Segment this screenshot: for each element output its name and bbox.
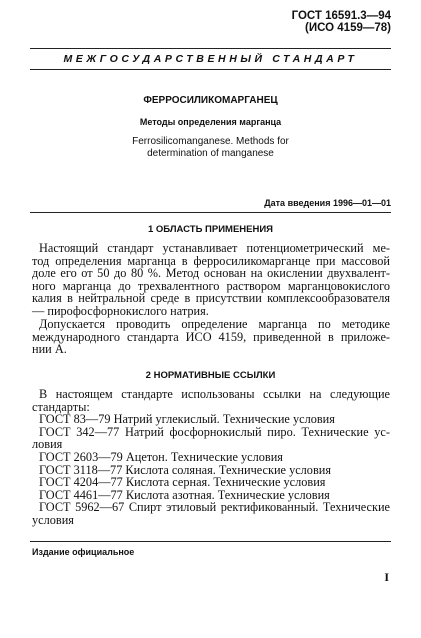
reference-item: ГОСТ 5962—67 Спирт этиловый ректификованный. Технические xyxy=(39,500,390,515)
date-rule xyxy=(30,212,391,213)
text-line: международного стандарта ИСО 4159, приведенной в приложе- xyxy=(32,329,390,344)
section-2-references xyxy=(32,388,390,527)
document-subtitle: Методы определения марганца xyxy=(139,117,282,127)
reference-item: ГОСТ 83—79 Натрий углекислый. Технические условия xyxy=(39,412,335,427)
reference-item: ГОСТ 2603—79 Ацетон. Технические условия xyxy=(39,449,283,464)
edition-label: Издание официальное xyxy=(32,547,135,557)
introduction-date: Дата введения 1996—01—01 xyxy=(264,198,391,208)
reference-item: ГОСТ 3118—77 Кислота соляная. Технические условия xyxy=(39,462,332,477)
text-line: условия xyxy=(32,512,74,527)
text-line: доле его от 50 до 80 %. Метод основан на окислении двухвалент- xyxy=(32,266,390,281)
text-line: стандарты: xyxy=(32,399,90,414)
english-title-line: determination of manganese xyxy=(147,148,274,159)
text-line: В настоящем стандарте использованы ссылки на следующие xyxy=(39,387,390,401)
text-line: калия в нейтральной среде в присутствии комплексообразователя xyxy=(32,291,390,306)
header-rule-top xyxy=(30,48,391,49)
section-1-paragraph-2 xyxy=(32,318,390,356)
reference-item: ГОСТ 4204—77 Кислота серная. Технические условия xyxy=(39,475,326,490)
text-line: Настоящий стандарт устанавливает потенциометрический ме- xyxy=(39,241,390,255)
english-title-line: Ferrosilicomanganese. Methods for xyxy=(132,136,289,147)
text-line: — пирофосфорнокислого натрия. xyxy=(32,303,209,318)
footer-rule xyxy=(30,541,391,542)
text-line: тод определения марганца в ферросиликомарганце при массовой xyxy=(32,253,390,268)
standard-number-iso: (ИСО 4159—78) xyxy=(305,22,391,34)
section-2-heading: 2 НОРМАТИВНЫЕ ССЫЛКИ xyxy=(145,370,276,381)
header-rule-bottom xyxy=(30,69,391,70)
reference-item: ГОСТ 342—77 Натрий фосфорнокислый пиро. Технические ус- xyxy=(39,424,390,439)
document-title: ФЕРРОСИЛИКОМАРГАНЕЦ xyxy=(143,95,278,106)
reference-item: ГОСТ 4461—77 Кислота азотная. Технические условия xyxy=(39,487,330,502)
text-line: ловия xyxy=(32,437,63,452)
page-number: I xyxy=(384,570,389,584)
standard-number-gost: ГОСТ 16591.3—94 xyxy=(291,10,391,22)
english-title xyxy=(0,136,421,160)
section-1-heading: 1 ОБЛАСТЬ ПРИМЕНЕНИЯ xyxy=(147,224,274,235)
text-line: нии А. xyxy=(32,342,67,357)
interstate-standard-label: МЕЖГОСУДАРСТВЕННЫЙ СТАНДАРТ xyxy=(63,53,358,65)
text-line: Допускается проводить определение марганца по методике xyxy=(39,317,390,331)
section-1-paragraph-1 xyxy=(32,242,390,318)
text-line: ного марганца до трехвалентного раствором марганцовокислого xyxy=(32,278,390,293)
standard-number xyxy=(292,10,391,34)
